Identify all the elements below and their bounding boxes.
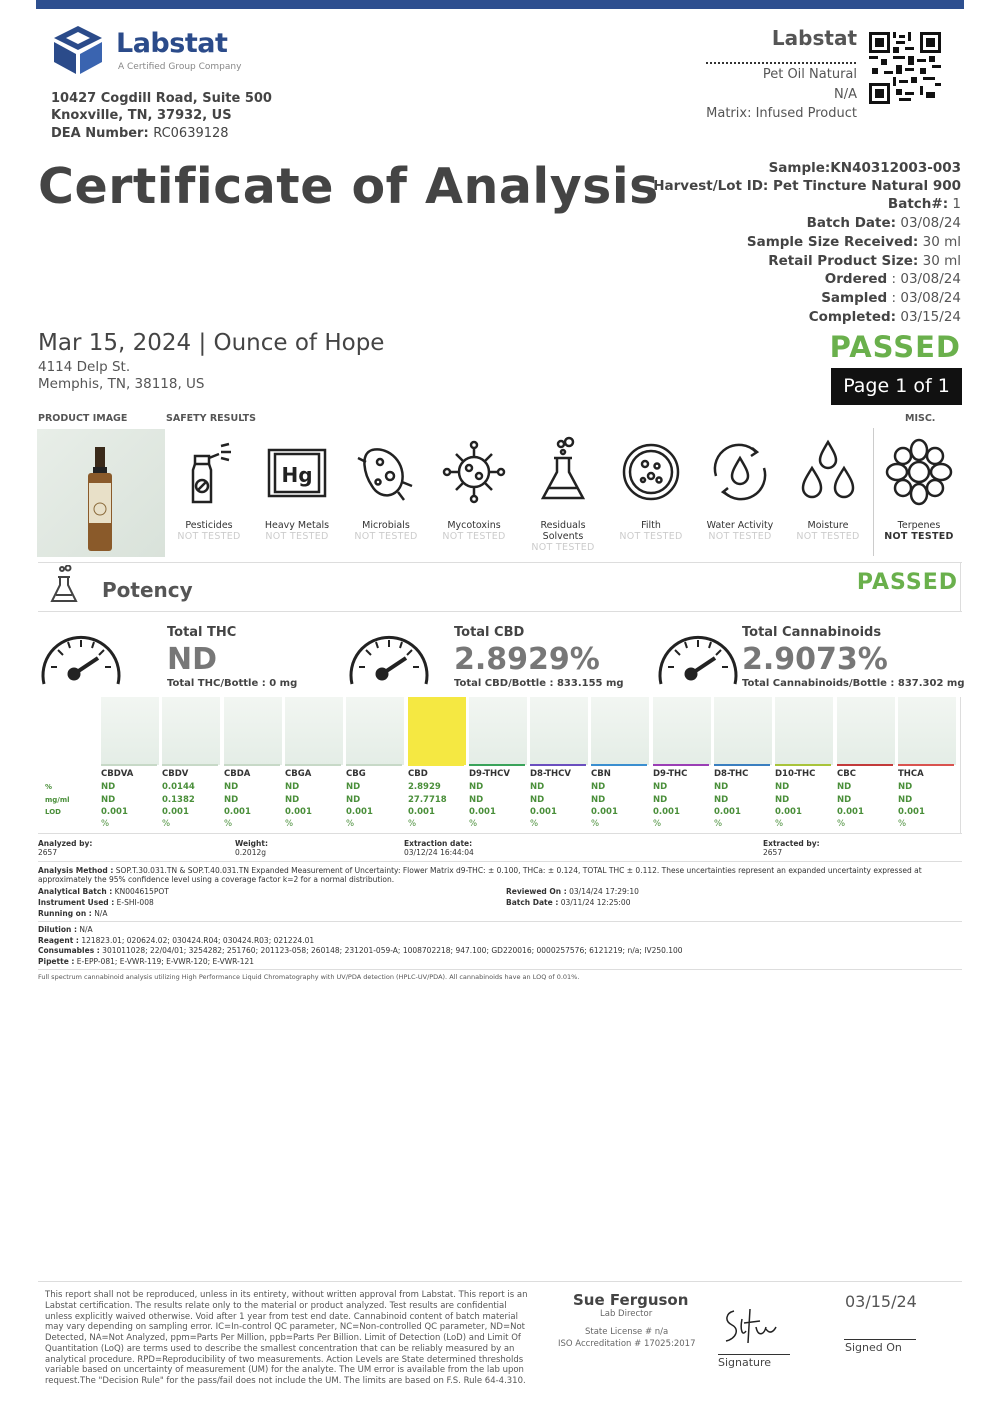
brand-tagline: A Certified Group Company xyxy=(118,62,242,72)
safety-results-label: SAFETY RESULTS xyxy=(166,413,257,424)
cannabinoid-mgml: ND xyxy=(591,795,606,805)
cannabinoid-unit: % xyxy=(346,819,355,829)
cannabinoid-lod: 0.001 xyxy=(101,807,128,817)
flask-icon xyxy=(527,436,599,508)
cannabinoid-lod: 0.001 xyxy=(530,807,557,817)
divider-method xyxy=(38,861,962,862)
strain: N/A xyxy=(834,87,857,102)
divider-potency-bottom xyxy=(38,611,962,612)
lab-name-right: Labstat xyxy=(771,26,857,50)
potency-status: PASSED xyxy=(856,570,958,595)
cannabinoid-pct: 0.0144 xyxy=(162,782,195,792)
cannabinoid-color-line xyxy=(898,764,954,766)
product-name: Pet Oil Natural xyxy=(762,67,857,82)
lab-address-line2: Knoxville, TN, 37932, US xyxy=(51,108,232,123)
safety-mycotoxins: Mycotoxins NOT TESTED xyxy=(430,436,518,542)
signed-date: 03/15/24 xyxy=(845,1292,917,1311)
cannabinoid-mgml: ND xyxy=(530,795,545,805)
dotted-divider xyxy=(706,62,856,64)
cannabinoid-bar xyxy=(653,697,711,765)
ordered-date: Ordered : 03/08/24 xyxy=(824,271,961,287)
weight: Weight: 0.2012g xyxy=(235,839,268,857)
row-label-mgml: mg/ml xyxy=(45,796,70,804)
cannabinoid-color-line xyxy=(714,764,770,766)
total-cannabinoids-bottle: Total Cannabinoids/Bottle : 837.302 mg xyxy=(742,678,965,689)
spray-bottle-icon xyxy=(173,436,245,508)
cannabinoid-lod: 0.001 xyxy=(469,807,496,817)
virus-icon xyxy=(438,436,510,508)
cannabinoid-lod: 0.001 xyxy=(714,807,741,817)
cannabinoid-color-line xyxy=(224,764,280,766)
cannabinoid-color-line xyxy=(530,764,586,766)
signed-on-line xyxy=(844,1339,916,1340)
reviewed-on: Reviewed On : 03/14/24 17:29:10 xyxy=(506,887,639,896)
page-title: Certificate of Analysis xyxy=(38,158,659,215)
safety-moisture: Moisture NOT TESTED xyxy=(784,436,872,542)
analysis-method: Analysis Method : SOP.T.30.031.TN & SOP.T.40.031.TN Expanded Measurement of Uncertainty: Flower Matrix d9-THC: ± 0.100, THCa: ± 0.124, TOTAL THC ± 0.112. These uncertainties represent an expanded uncertainty expressed at approximately the 95% confidence level using a coverage factor k=2 for a normal distribution. xyxy=(38,866,922,885)
dilution: Dilution : N/A xyxy=(38,925,93,934)
dea-number: DEA Number: RC0639128 xyxy=(51,126,229,141)
safety-residual-solvents: Residuals Solvents NOT TESTED xyxy=(519,436,607,553)
batch-date-analysis: Batch Date : 03/11/24 12:25:00 xyxy=(506,898,631,907)
cannabinoid-unit: % xyxy=(285,819,294,829)
cannabinoid-lod: 0.001 xyxy=(898,807,925,817)
cannabinoid-name: CBN xyxy=(591,769,611,779)
misc-label: MISC. xyxy=(905,413,936,424)
labstat-logo-icon xyxy=(50,24,106,76)
total-cbd-label: Total CBD xyxy=(454,625,525,640)
cannabinoid-bar xyxy=(775,697,833,765)
cannabinoid-mgml: ND xyxy=(346,795,361,805)
flask-icon xyxy=(49,565,79,605)
instrument-used: Instrument Used : E-SHI-008 xyxy=(38,898,154,907)
cannabinoid-lod: 0.001 xyxy=(285,807,312,817)
cannabinoid-pct: ND xyxy=(898,782,913,792)
overall-status: PASSED xyxy=(829,330,961,364)
cannabinoid-mgml: ND xyxy=(285,795,300,805)
cannabinoid-bar xyxy=(898,697,956,765)
cannabinoid-name: CBDV xyxy=(162,769,189,779)
client-heading: Mar 15, 2024 | Ounce of Hope xyxy=(38,330,385,356)
petri-dish-icon xyxy=(615,436,687,508)
signer-name: Sue Ferguson xyxy=(573,1291,689,1309)
cannabinoid-mgml: ND xyxy=(837,795,852,805)
cannabinoid-bar xyxy=(101,697,159,765)
row-label-lod: LOD xyxy=(45,808,61,816)
client-street: 4114 Delp St. xyxy=(38,359,131,375)
cannabinoid-lod: 0.001 xyxy=(162,807,189,817)
total-thc-bottle: Total THC/Bottle : 0 mg xyxy=(167,678,298,689)
cannabinoid-unit: % xyxy=(408,819,417,829)
extracted-by: Extracted by: 2657 xyxy=(763,839,820,857)
iso-accreditation: ISO Accreditation # 17025:2017 xyxy=(558,1339,696,1349)
cannabinoid-pct: ND xyxy=(101,782,116,792)
safety-water-activity: Water Activity NOT TESTED xyxy=(696,436,784,542)
cannabinoid-mgml: 27.7718 xyxy=(408,795,447,805)
cannabinoid-bar xyxy=(285,697,343,765)
signer-role: Lab Director xyxy=(600,1309,653,1319)
cannabinoid-mgml: ND xyxy=(224,795,239,805)
running-on: Running on : N/A xyxy=(38,909,108,918)
divider-footer xyxy=(38,1281,962,1282)
signed-on-label: Signed On xyxy=(845,1341,902,1354)
row-label-pct: % xyxy=(45,783,53,791)
misc-divider xyxy=(873,428,874,556)
top-accent-bar xyxy=(36,0,964,9)
cannabinoid-bar xyxy=(837,697,895,765)
cannabinoid-color-line xyxy=(101,764,157,766)
total-cbd-bottle: Total CBD/Bottle : 833.155 mg xyxy=(454,678,624,689)
cannabinoid-pct: ND xyxy=(775,782,790,792)
sample-id: Sample:KN40312003-003 xyxy=(768,160,961,176)
cannabinoid-name: CBGA xyxy=(285,769,312,779)
cannabinoid-color-line xyxy=(469,764,525,766)
cannabinoid-color-line xyxy=(408,764,464,766)
cannabinoid-bar xyxy=(346,697,404,765)
total-thc-value: ND xyxy=(167,642,218,677)
cannabinoid-color-line xyxy=(653,764,709,766)
cannabinoid-unit: % xyxy=(714,819,723,829)
cannabinoid-pct: 2.8929 xyxy=(408,782,441,792)
reagent: Reagent : 121823.01; 020624.02; 030424.R04; 030424.R03; 021224.01 xyxy=(38,936,315,945)
cannabinoid-pct: ND xyxy=(653,782,668,792)
cannabinoid-mgml: ND xyxy=(775,795,790,805)
cannabinoid-name: CBG xyxy=(346,769,366,779)
completed-date: Completed: 03/15/24 xyxy=(808,309,961,325)
cannabinoid-lod: 0.001 xyxy=(346,807,373,817)
cannabinoid-name: THCA xyxy=(898,769,924,779)
cannabinoid-name: D9-THC xyxy=(653,769,688,779)
water-cycle-icon xyxy=(704,436,776,508)
cannabinoid-mgml: ND xyxy=(653,795,668,805)
total-cannabinoids-value: 2.9073% xyxy=(742,642,888,677)
pipette: Pipette : E-EPP-081; E-VWR-119; E-VWR-120; E-VWR-121 xyxy=(38,957,255,966)
hg-element-icon xyxy=(261,436,333,508)
divider-reagents xyxy=(38,921,962,922)
cannabinoid-name: D10-THC xyxy=(775,769,816,779)
cannabinoid-pct: ND xyxy=(285,782,300,792)
cannabinoid-bar xyxy=(224,697,282,765)
divider-note xyxy=(38,969,962,970)
batch-number: Batch#: 1 xyxy=(887,196,961,212)
signature-label: Signature xyxy=(718,1356,772,1369)
cannabinoid-bar xyxy=(530,697,588,765)
cannabinoid-color-line xyxy=(346,764,402,766)
cannabinoid-bar xyxy=(408,697,466,765)
gauge-icon xyxy=(344,622,434,690)
total-cbd-value: 2.8929% xyxy=(454,642,600,677)
cannabinoid-pct: ND xyxy=(837,782,852,792)
client-city: Memphis, TN, 38118, US xyxy=(38,376,205,392)
cannabinoid-name: CBC xyxy=(837,769,856,779)
cannabinoid-color-line xyxy=(837,764,893,766)
cannabinoid-unit: % xyxy=(469,819,478,829)
qr-code-icon[interactable] xyxy=(869,32,941,104)
sampled-date: Sampled : 03/08/24 xyxy=(821,290,961,306)
safety-filth: Filth NOT TESTED xyxy=(607,436,695,542)
potency-right-border xyxy=(960,562,961,612)
cannabinoid-lod: 0.001 xyxy=(224,807,251,817)
extraction-date: Extraction date: 03/12/24 16:44:04 xyxy=(404,839,474,857)
product-image-label: PRODUCT IMAGE xyxy=(38,413,128,424)
cannabinoid-color-line xyxy=(775,764,831,766)
misc-terpenes: Terpenes NOT TESTED xyxy=(875,436,963,542)
cannabinoid-name: D8-THCV xyxy=(530,769,571,779)
sample-size: Sample Size Received: 30 ml xyxy=(746,234,961,250)
divider-potency-top xyxy=(38,562,962,563)
cannabinoid-name: D8-THC xyxy=(714,769,749,779)
safety-microbials: Microbials NOT TESTED xyxy=(342,436,430,542)
cannabinoid-unit: % xyxy=(837,819,846,829)
cannabinoid-pct: ND xyxy=(530,782,545,792)
safety-heavy-metals: Hg Heavy Metals NOT TESTED xyxy=(253,436,341,542)
cannabinoid-pct: ND xyxy=(346,782,361,792)
total-thc-label: Total THC xyxy=(167,625,237,640)
cannabinoid-bar xyxy=(469,697,527,765)
cannabinoid-pct: ND xyxy=(224,782,239,792)
cannabinoid-name: D9-THCV xyxy=(469,769,510,779)
cannabinoid-color-line xyxy=(162,764,218,766)
safety-pesticides: Pesticides NOT TESTED xyxy=(165,436,253,542)
cannabinoid-unit: % xyxy=(101,819,110,829)
cannabinoid-unit: % xyxy=(775,819,784,829)
cannabinoid-bar xyxy=(714,697,772,765)
cannabinoid-bar xyxy=(591,697,649,765)
bottle-image xyxy=(86,447,114,551)
lab-address-line1: 10427 Cogdill Road, Suite 500 xyxy=(51,91,272,106)
cannabinoid-lod: 0.001 xyxy=(653,807,680,817)
disclaimer: This report shall not be reproduced, unless in its entirety, without written approval from Labstat. This report is an Labstat certification. The results relate only to the material or product analyzed. Test results are confidential unless explicitly waived otherwise. Void after 1 year from test end date. Cannabinoid content of batch material may vary depending on sampling error. IC=In-control QC parameter, NC=Non-controlled QC parameter, ND=Not Detected, NA=Not Analyzed, ppm=Parts Per Million, ppb=Parts Per Billion. Limit of Detection (LoD) and Limit Of Quantitation (LoQ) are terms used to describe the smallest concentration that can be reliably measured by an analytical procedure. RPD=Reproducibility of two measurements. Action Levels are State determined thresholds variable based on uncertainty of measurement (UM) for the analyte. The UM error is available from the lab upon request.The "Decision Rule" for the pass/fail does not include the UM. The limits are based on F.S. Rule 64-4.310. xyxy=(45,1290,528,1387)
total-cannabinoids-label: Total Cannabinoids xyxy=(742,625,882,640)
cannabinoid-mgml: 0.1382 xyxy=(162,795,195,805)
brand-name: Labstat xyxy=(116,28,228,59)
page-indicator: Page 1 of 1 xyxy=(831,368,962,405)
cannabinoid-name: CBDA xyxy=(224,769,251,779)
cannabinoid-name: CBD xyxy=(408,769,428,779)
batch-date: Batch Date: 03/08/24 xyxy=(806,215,961,231)
flower-icon xyxy=(883,436,955,508)
cannabinoid-unit: % xyxy=(591,819,600,829)
state-license: State License # n/a xyxy=(585,1327,669,1337)
cannabinoid-name: CBDVA xyxy=(101,769,134,779)
cannabinoid-color-line xyxy=(285,764,341,766)
cannabinoid-lod: 0.001 xyxy=(408,807,435,817)
divider-analysis xyxy=(38,833,962,834)
harvest-lot-id: Harvest/Lot ID: Pet Tincture Natural 900 xyxy=(653,178,961,194)
matrix: Matrix: Infused Product xyxy=(706,106,857,121)
gauge-icon xyxy=(653,622,743,690)
analyzed-by: Analyzed by: 2657 xyxy=(38,839,93,857)
cannabinoid-unit: % xyxy=(898,819,907,829)
cannabinoid-unit: % xyxy=(162,819,171,829)
cannabinoid-mgml: ND xyxy=(714,795,729,805)
analytical-batch: Analytical Batch : KN004615POT xyxy=(38,887,169,896)
cannabinoid-mgml: ND xyxy=(469,795,484,805)
cannabinoid-pct: ND xyxy=(714,782,729,792)
cannabinoid-color-line xyxy=(591,764,647,766)
cannabinoid-lod: 0.001 xyxy=(837,807,864,817)
signature-line xyxy=(718,1354,790,1355)
cannabinoid-bar xyxy=(162,697,220,765)
method-note: Full spectrum cannabinoid analysis utilizing High Performance Liquid Chromatography with UV/PDA detection (HPLC-UV/PDA). All cannabinoids have an LOQ of 0.01%. xyxy=(38,973,580,981)
microbe-icon xyxy=(350,436,422,508)
cannabinoid-unit: % xyxy=(653,819,662,829)
svg-text:Hg: Hg xyxy=(281,463,313,487)
retail-size: Retail Product Size: 30 ml xyxy=(768,253,961,269)
cannabinoid-lod: 0.001 xyxy=(775,807,802,817)
cannabinoid-pct: ND xyxy=(591,782,606,792)
cannabinoid-mgml: ND xyxy=(898,795,913,805)
droplets-icon xyxy=(792,436,864,508)
cannabinoid-unit: % xyxy=(530,819,539,829)
signature-image xyxy=(720,1305,780,1347)
gauge-icon xyxy=(36,622,126,690)
consumables: Consumables : 301011028; 22/04/01; 3254282; 251760; 201123-058; 260148; 231201-059-A; 1008702218; 947.100; GD220016; 0000257576; 6121219; n/a; IV250.100 xyxy=(38,946,683,955)
cannabinoid-mgml: ND xyxy=(101,795,116,805)
table-right-border xyxy=(960,697,961,833)
cannabinoid-pct: ND xyxy=(469,782,484,792)
cannabinoid-unit: % xyxy=(224,819,233,829)
cannabinoid-lod: 0.001 xyxy=(591,807,618,817)
potency-title: Potency xyxy=(102,578,193,602)
